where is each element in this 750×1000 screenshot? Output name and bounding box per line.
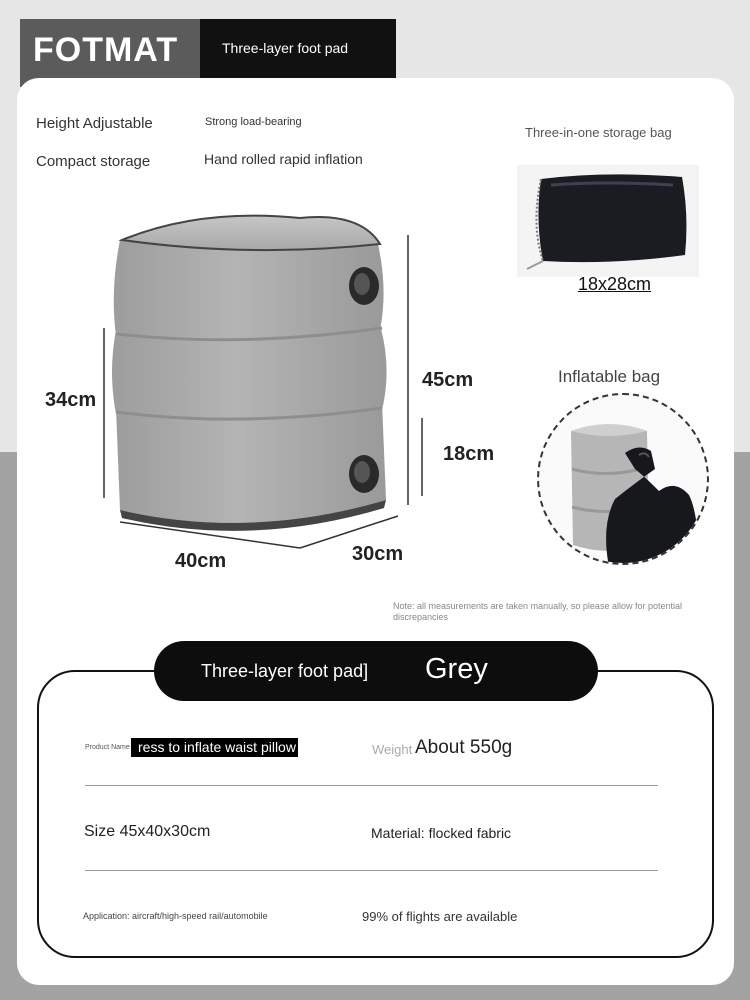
feature-compact-storage: Compact storage (36, 153, 151, 170)
product-name-value: ress to inflate waist pillow (131, 738, 298, 757)
feature-height-adjustable: Height Adjustable (36, 115, 153, 132)
storage-bag-photo (517, 165, 699, 277)
application-spec: Application: aircraft/high-speed rail/automobile (83, 911, 268, 921)
inflatable-bag-inset (537, 393, 709, 565)
storage-bag-label: Three-in-one storage bag (525, 125, 672, 140)
valve-bottom-icon (349, 455, 379, 493)
measurement-note: Note: all measurements are taken manually, so please allow for potential discrepancies (393, 601, 682, 622)
product-name-label: Product Name (85, 744, 130, 751)
dimension-height-side: 34cm (45, 389, 97, 411)
dimension-height-total: 45cm (422, 369, 474, 391)
storage-bag-size: 18x28cm (578, 274, 652, 294)
variant-color: Grey (425, 653, 488, 685)
weight-label: Weight (372, 742, 413, 757)
feature-load-bearing: Strong load-bearing (205, 116, 302, 128)
spec-divider-2 (85, 870, 658, 871)
dimension-height-layer: 18cm (443, 443, 495, 465)
storage-bag-icon (517, 165, 699, 277)
variant-pill (154, 641, 598, 701)
dimension-width: 30cm (352, 543, 404, 565)
flights-spec: 99% of flights are available (362, 909, 518, 924)
material-spec: Material: flocked fabric (371, 825, 512, 841)
inflatable-bag-icon (539, 395, 709, 565)
inflatable-bag-label: Inflatable bag (558, 367, 661, 386)
spec-divider-1 (85, 785, 658, 786)
size-spec: Size 45x40x30cm (84, 823, 211, 840)
brand-tagline: Three-layer foot pad (200, 19, 396, 87)
valve-top-icon (349, 267, 379, 305)
variant-label: Three-layer foot pad] (201, 661, 369, 681)
feature-rapid-inflation: Hand rolled rapid inflation (204, 151, 363, 167)
brand-logo: FOTMAT (20, 19, 200, 87)
dimension-length: 40cm (175, 550, 227, 572)
weight-value: About 550g (415, 737, 513, 758)
